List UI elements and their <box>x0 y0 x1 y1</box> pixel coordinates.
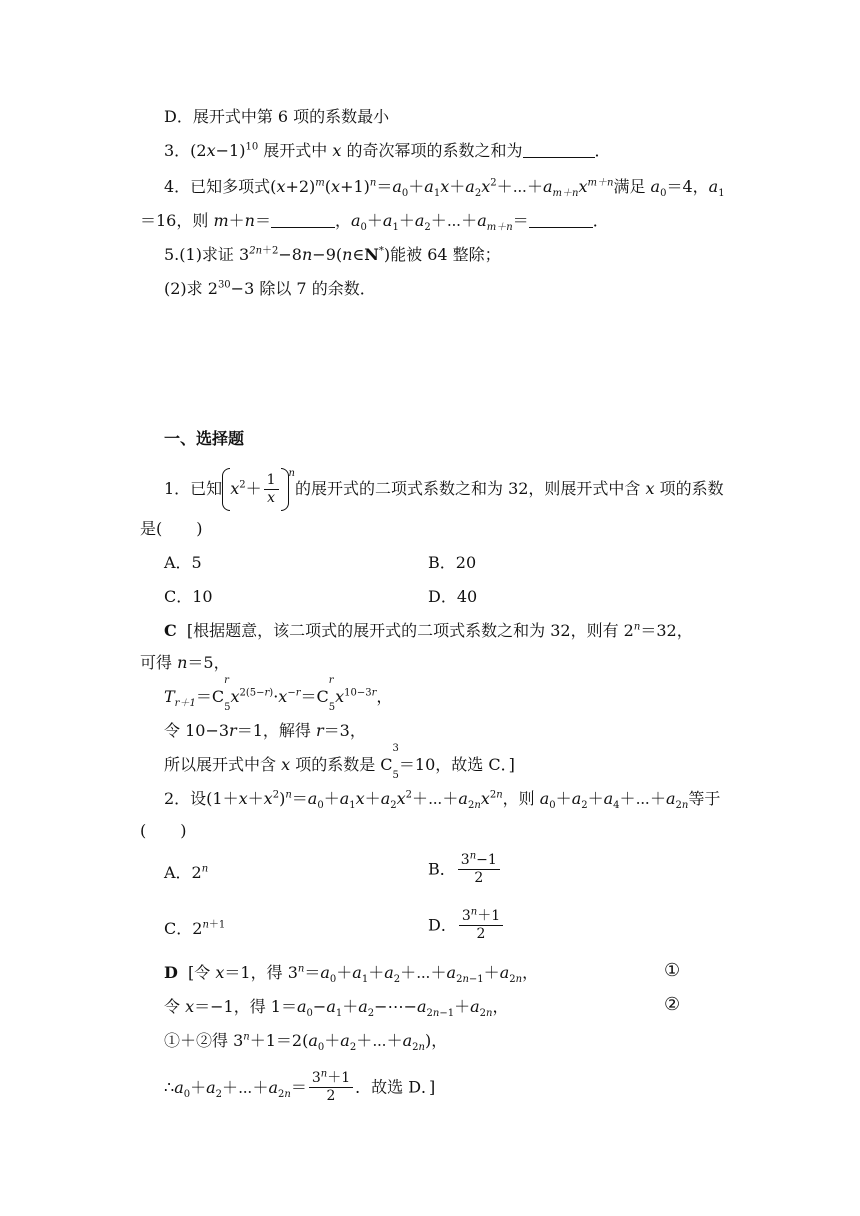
p2-sol-3c: )， <box>424 1031 448 1050</box>
p2-option-b[interactable]: B． $\frac{3^n-1}{2}$ <box>428 852 502 887</box>
p1-solution-2: 可得 n＝5， <box>140 653 230 672</box>
problem-1-stem: 1．已知 $x^2+$ $\frac{1}{x}$ $^n$的展开式的二项式系数之和为 32，则展开式中含 x 项的系数 <box>164 468 724 506</box>
option-d-text: D．展开式中第 6 项的系数最小 <box>164 107 390 126</box>
answer-blank[interactable] <box>523 141 595 158</box>
q3-text-d: 的奇次幂项的系数之和为 <box>341 141 523 160</box>
problem-2-stem: 2．设$(1+x+x^2)^n=a_0+a_1x+a_2x^2+\cdots+a_{2n}x^{2n}$，则 $a_0+a_2+a_4+\cdots+a_{2n}$等于 <box>164 789 721 812</box>
p2-sol-1a: [令 <box>188 963 216 982</box>
p2-stem-b: ＋ <box>247 789 264 808</box>
problem-2-stem-cont <box>140 820 187 842</box>
q4-text-a: 4．已知多项式( <box>164 177 277 196</box>
question-5-1: 5.(1)求证 $3^{2n+2}-8n-9(n\in N^*)$能被 64 整除； <box>164 245 501 264</box>
q4-text-b: +2) <box>285 177 316 196</box>
p1-solution-4: 令 10−3r＝1，解得 r＝3， <box>164 721 366 740</box>
p1-sol-4a: 令 10−3 <box>164 721 230 740</box>
p2-stem-d: ＝ <box>291 789 308 808</box>
p2-sol-3a: ①＋②得 3 <box>164 1031 244 1050</box>
q5-text-c: −9( <box>312 245 343 264</box>
p1-solution-1: C [根据题意，该二项式的展开式的二项式系数之和为 32，则有 $2^n=32$， <box>164 621 693 640</box>
q4-text-d: +1) <box>340 177 370 196</box>
p1-sol-2a: 可得 <box>140 653 178 672</box>
q5-text-d: ∈ <box>352 245 365 264</box>
p1-stem-b: 的展开式的二项式系数之和为 32，则展开式中含 <box>294 479 646 498</box>
p2-stem-c: ) <box>279 789 286 808</box>
q3-text-c: 展开式中 <box>258 141 333 160</box>
question-4-cont: ＝16，则 m＋n＝ ，$a_0+a_1+a_2+\cdots+a_{m+n}=$ ． <box>140 211 609 234</box>
option-d-line <box>164 106 389 128</box>
p2-stem-e: ，则 <box>502 789 540 808</box>
p2-option-d[interactable]: D． $\frac{3^n+1}{2}$ <box>428 908 505 943</box>
p2-stem-a: 2．设(1＋ <box>164 789 239 808</box>
p2-option-c[interactable]: C．$2^{n+1}$ <box>164 919 226 938</box>
question-3: 3．$(2x-1)^{10}$ 展开式中 x 的奇次幂项的系数之和为 ． <box>164 141 611 160</box>
p2-solution-1: D [令 x＝1，得 $3^n=a_0+a_1+a_2+\cdots+a_{2n-1}+a_{2n}$， <box>164 963 539 986</box>
p2-option-d-text: D． <box>428 915 457 935</box>
p1-stem-d: 是( <box>140 519 163 538</box>
question-5-2: (2)求 $2^{30}-3$ 除以 7 的余数． <box>164 279 376 298</box>
p1-option-a[interactable]: A．5 <box>164 553 202 572</box>
p2-solution-4: $\therefore a_0+a_2+\cdots+a_{2n}=$ $\frac{3^n+1}{2}$ ．故选 D．] <box>164 1068 436 1104</box>
q5-2-text-b: −3 除以 7 的余数． <box>230 279 376 298</box>
q4-text-c: ( <box>324 177 332 196</box>
q4-text-g: ＝16，则 <box>140 211 214 230</box>
q5-text-b: −8 <box>278 245 302 264</box>
p1-sol-1a: [根据题意，该二项式的展开式的二项式系数之和为 32，则有 2 <box>186 621 634 640</box>
p2-stem-h: ) <box>180 821 187 840</box>
p2-sol-1b: ＝1，得 3 <box>224 963 298 982</box>
binomial-expression: $x^2+$ $\frac{1}{x}$ <box>222 472 288 507</box>
q4-text-e: 满足 <box>613 177 651 196</box>
p2-sol-1c: ＝ <box>304 963 321 982</box>
p2-stem-g: ( <box>140 821 147 840</box>
p1-sol-1b: ＝32， <box>640 621 693 640</box>
q3-text-a: 3．(2 <box>164 141 207 160</box>
p2-sol-3b: ＋1＝2( <box>249 1031 309 1050</box>
p1-sol-5b: 项的系数是 C <box>290 755 393 774</box>
p1-sol-2b: ＝5， <box>187 653 230 672</box>
p2-option-a[interactable]: A．2$^n$ <box>164 863 209 882</box>
p2-sol-4a: ∴ <box>164 1077 175 1097</box>
p1-solution-3: $T_{r+1}=C$ r $_5x^{2(5-r)}\cdot x^{-r}=C$ r $_5x^{10-3r}$， <box>164 675 393 714</box>
p1-sol-4b: ＝1，解得 <box>236 721 316 740</box>
p1-stem-e: ) <box>196 519 203 538</box>
p1-option-c[interactable]: C．10 <box>164 587 213 606</box>
p1-sol-5a: 所以展开式中含 <box>164 755 282 774</box>
q4-text-h: ＝ <box>254 211 271 230</box>
p2-sol-4c: ．故选 D．] <box>355 1077 436 1097</box>
p2-sol-2b: ＝−1，得 1＝ <box>194 997 297 1016</box>
p2-solution-3: ①＋②得 $3^n+1=2(a_0+a_2+\cdots+a_{2n})$， <box>164 1031 448 1054</box>
p2-option-b-text: B． <box>428 859 456 879</box>
p1-sol-5c: ＝10，故选 C．] <box>398 755 515 774</box>
p1-solution-5: 所以展开式中含 x 项的系数是 C 3 $_5$＝10，故选 C．] <box>164 743 515 782</box>
section-title: 一、选择题 <box>164 429 245 448</box>
answer-blank[interactable] <box>529 211 593 228</box>
q5-text-a: 5.(1)求证 3 <box>164 245 250 264</box>
p2-option-a-text: A．2 <box>164 863 202 882</box>
p2-sol-4b: ＝ <box>290 1077 307 1097</box>
p1-option-b[interactable]: B．20 <box>428 553 477 572</box>
p2-sol-2a: 令 <box>164 997 186 1016</box>
p2-answer: D <box>164 963 178 982</box>
p2-solution-2: 令 x＝−1，得 $1=a_0-a_1+a_2-\cdots-a_{2n-1}+a_{2n}$， <box>164 997 509 1020</box>
q4-text-f: ＝4， <box>666 177 709 196</box>
p2-option-c-text: C．2 <box>164 919 203 938</box>
equation-mark-1: ① <box>664 960 681 981</box>
problem-1-stem-cont <box>140 518 203 540</box>
q3-text-b: −1) <box>215 141 246 160</box>
p2-stem-f: 等于 <box>688 789 721 808</box>
p1-stem-c: 项的系数 <box>654 479 724 498</box>
question-4: 4．已知多项式$(x+2)^m(x+1)^n=a_0+a_1x+a_2x^2+\cdots+a_{m+n}x^{m+n}$满足 $a_0=4$，$a_1$ <box>164 177 725 200</box>
q5-2-text-a: (2)求 2 <box>164 279 218 298</box>
answer-blank[interactable] <box>271 211 335 228</box>
p1-sol-4c: ＝3， <box>323 721 366 740</box>
q4-text-i: ， <box>334 211 351 230</box>
equation-mark-2: ② <box>664 994 681 1015</box>
p1-stem-a: 1．已知 <box>164 479 223 498</box>
p1-option-d[interactable]: D．40 <box>428 587 478 606</box>
p1-answer: C <box>164 621 177 640</box>
q5-text-e: )能被 64 整除； <box>383 245 501 264</box>
